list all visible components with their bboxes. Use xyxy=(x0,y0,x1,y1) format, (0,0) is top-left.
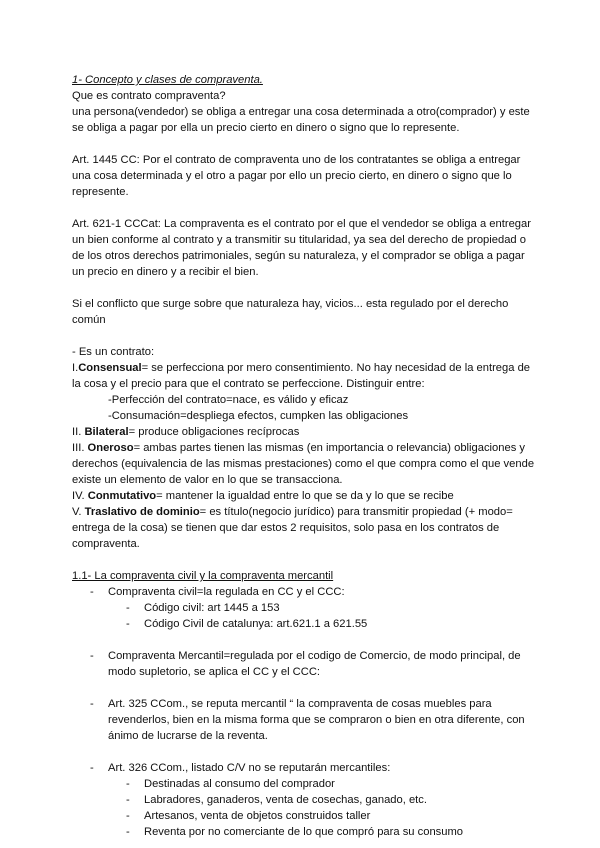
item-conmutativo: IV. Conmutativo= mantener la igualdad entre lo que se da y lo que se recibe xyxy=(72,490,454,502)
list-item-mercantil: - Compraventa Mercantil=regulada por el codigo de Comercio, de modo principal, de modo supletorio, se aplica el CC y el CCC: xyxy=(72,648,540,680)
item-traslativo: V. Traslativo de dominio= es título(negocio jurídico) para transmitir propiedad (+ modo= entrega de la cosa) se tienen que dar estos 2 requisitos, solo pasa en los contratos de compraventa. xyxy=(72,506,513,550)
definition-paragraph: una persona(vendedor) se obliga a entregar una cosa determinada a otro(comprador) y este se obliga a pagar por ella un precio cierto en dinero o signo que lo represente. xyxy=(72,106,530,134)
section-heading-1-1: 1.1- La compraventa civil y la compraventa mercantil xyxy=(72,570,334,582)
item-consensual-term: Consensual xyxy=(78,362,142,374)
list-item: - Labradores, ganaderos, venta de cosechas, ganado, etc. xyxy=(72,792,540,808)
art-621-cccat-paragraph: Art. 621-1 CCCat: La compraventa es el contrato por el que el vendedor se obliga a entregar un bien conforme al contrato y a transmitir su titularidad, ya sea del derecho de propiedad o de los otros derechos patrimoniales, según su naturaleza, y el comprador se obliga a pagar un precio en dinero y a recibir el bien. xyxy=(72,218,531,278)
item-oneroso: III. Oneroso= ambas partes tienen las mismas (en importancia o relevancia) obligaciones y derechos (equivalencia de las mismas prestaciones) como el que compra como el que vende existe un elemento de valor en lo que se transacciona. xyxy=(72,442,535,486)
list-item: - Reventa por no comerciante de lo que compró para su consumo xyxy=(72,824,540,840)
question-line: Que es contrato compraventa? xyxy=(72,90,226,102)
list-item-civil: - Compraventa civil=la regulada en CC y el CCC: xyxy=(72,584,540,600)
item-consensual-sub-perfeccion: -Perfección del contrato=nace, es válido y eficaz xyxy=(108,394,349,406)
item-oneroso-term: Oneroso xyxy=(87,442,134,454)
list-item-art-325: - Art. 325 CCom., se reputa mercantil “ la compraventa de cosas muebles para revenderlos, bien en la misma forma que se compraron o bien en otra diferente, con ánimo de lucrarse de la reventa. xyxy=(72,696,540,744)
list-item-civil-catalunya: - Código Civil de catalunya: art.621.1 a 621.55 xyxy=(72,616,540,632)
contract-intro: - Es un contrato: xyxy=(72,346,155,358)
list-item-art-326: - Art. 326 CCom., listado C/V no se reputarán mercantiles: xyxy=(72,760,540,776)
art-1445-cc-paragraph: Art. 1445 CC: Por el contrato de compraventa uno de los contratantes se obliga a entregar una cosa determinada y el otro a pagar por ello un precio cierto, en dinero o signo que lo represente. xyxy=(72,154,521,198)
item-bilateral: II. Bilateral= produce obligaciones recíprocas xyxy=(72,426,300,438)
item-traslativo-term: Traslativo de dominio xyxy=(84,506,200,518)
item-consensual-sub-consumacion: -Consumación=despliega efectos, cumpken las obligaciones xyxy=(108,410,409,422)
item-bilateral-term: Bilateral xyxy=(84,426,129,438)
conflict-paragraph: Si el conflicto que surge sobre que naturaleza hay, vicios... esta regulado por el derecho común xyxy=(72,298,509,326)
item-conmutativo-term: Conmutativo xyxy=(87,490,157,502)
item-consensual: I.Consensual= se perfecciona por mero consentimiento. No hay necesidad de la entrega de la cosa y el precio para que el contrato se perfeccione. Distinguir entre: xyxy=(72,362,531,390)
document-title: 1- Concepto y clases de compraventa. xyxy=(72,74,263,86)
list-item: - Artesanos, venta de objetos construidos taller xyxy=(72,808,540,824)
list-item: - Destinadas al consumo del comprador xyxy=(72,776,540,792)
list-item-civil-codigo: - Código civil: art 1445 a 153 xyxy=(72,600,540,616)
